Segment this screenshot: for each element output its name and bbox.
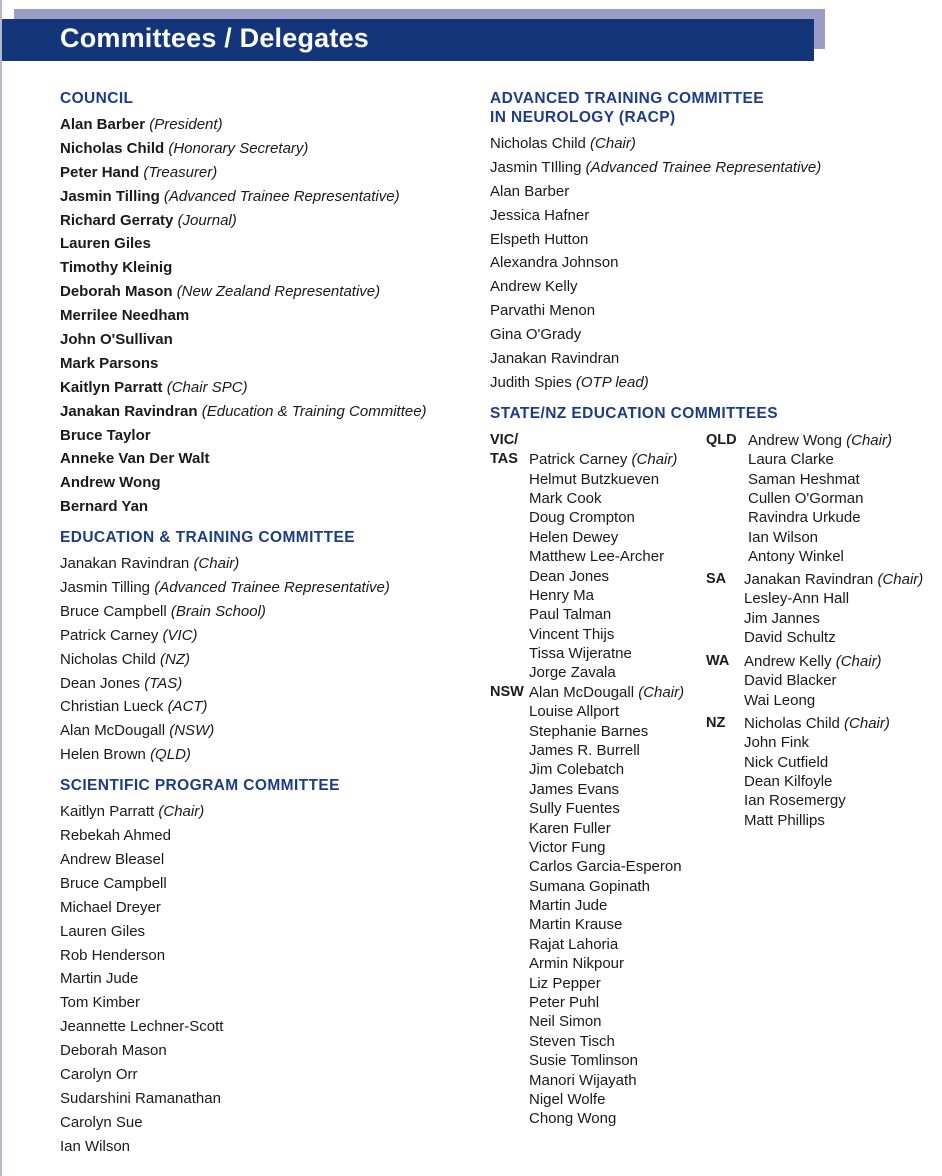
member-name: Andrew Kelly [490, 278, 578, 296]
region-label: NZ [706, 714, 726, 731]
member-row [529, 644, 677, 663]
member-row [529, 605, 677, 624]
member-row [529, 1051, 684, 1070]
member-name: Martin Jude [60, 970, 139, 988]
member-row [60, 1039, 460, 1063]
member-name: Michael Dreyer [60, 898, 161, 916]
member-row [60, 209, 460, 233]
member-name: Helen Dewey [529, 528, 619, 546]
member-role: (Advanced Trainee Representative) [154, 579, 390, 597]
advanced-training-section [490, 89, 930, 395]
member-name: Stephanie Barnes [529, 722, 649, 740]
member-row [60, 695, 460, 719]
member-row [529, 760, 684, 779]
member-row [60, 161, 460, 185]
member-row [60, 872, 460, 896]
member-name: Lauren Giles [60, 235, 151, 253]
member-row [529, 1032, 684, 1051]
member-name: Timothy Kleinig [60, 259, 173, 277]
member-name: Nigel Wolfe [529, 1091, 606, 1108]
member-name: Bernard Yan [60, 498, 149, 516]
state-education-grid [490, 431, 930, 1171]
member-name: Tissa Wijeratne [529, 645, 632, 663]
member-name: Richard Gerraty [60, 211, 174, 229]
region-label: VIC/ TAS [490, 431, 519, 468]
member-name: Nick Cutfield [744, 753, 829, 771]
member-name: Carlos Garcia-Esperon [529, 858, 682, 876]
member-name: Saman Heshmat [748, 470, 860, 488]
page-title: Committees / Delegates [60, 23, 370, 53]
member-row [60, 824, 460, 848]
region-label: NSW [490, 683, 524, 700]
member-row [529, 586, 677, 605]
member-name: Jorge Zavala [529, 664, 616, 682]
member-row [490, 132, 930, 156]
member-name: Manori Wijayath [529, 1071, 637, 1089]
member-row [529, 722, 684, 741]
education-training-list [60, 552, 460, 767]
member-name: Ian Rosemergy [744, 792, 846, 810]
member-name: Kaitlyn Parratt [60, 378, 163, 396]
member-name: Jeannette Lechner-Scott [60, 1018, 224, 1036]
member-row [748, 508, 892, 527]
member-row [60, 991, 460, 1015]
member-name: Dean Jones [529, 567, 610, 585]
member-role: (Chair) [835, 652, 882, 670]
member-row [529, 993, 684, 1012]
member-name: Jim Colebatch [529, 761, 625, 779]
member-name: Alan McDougall [60, 722, 166, 740]
member-row [60, 1111, 460, 1135]
member-row [490, 323, 930, 347]
member-row [529, 819, 684, 838]
member-name: David Schultz [744, 628, 836, 646]
member-name: David Blacker [744, 672, 837, 690]
member-name: John O'Sullivan [60, 331, 173, 349]
member-name: Antony Winkel [748, 548, 844, 566]
member-name: Bruce Taylor [60, 426, 151, 444]
member-row [529, 683, 684, 702]
member-row [60, 896, 460, 920]
member-name: Merrilee Needham [60, 307, 190, 325]
member-name: Armin Nikpour [529, 955, 625, 973]
member-row [529, 954, 684, 973]
member-name: Rebekah Ahmed [60, 827, 171, 845]
member-row [744, 811, 890, 830]
advanced-training-list [490, 132, 930, 395]
member-role: (Advanced Trainee Representative) [163, 187, 400, 205]
member-name: Rob Henderson [60, 946, 166, 964]
member-name: Martin Jude [529, 897, 608, 915]
member-name: Parvathi Menon [490, 302, 596, 320]
member-name: Ravindra Urkude [748, 509, 861, 527]
member-row [490, 228, 930, 252]
member-row [60, 137, 460, 161]
education-training-heading: EDUCATION & TRAINING COMMITTEE [60, 529, 356, 547]
member-role: (Honorary Secretary) [168, 139, 309, 157]
member-row [529, 877, 684, 896]
member-name: Dean Jones [60, 674, 141, 692]
member-name: Neil Simon [529, 1013, 602, 1031]
member-row [60, 256, 460, 280]
member-name: Janakan Ravindran [490, 350, 620, 368]
member-row [490, 251, 930, 275]
member-row [529, 663, 677, 682]
member-row [60, 920, 460, 944]
member-row [60, 424, 460, 448]
member-name: Andrew Kelly [744, 652, 832, 670]
member-name: Gina O'Grady [490, 326, 582, 344]
advanced-training-heading: ADVANCED TRAINING COMMITTEE IN NEUROLOGY (RACP) [490, 90, 765, 126]
member-row [60, 800, 460, 824]
member-row [60, 719, 460, 743]
member-row [60, 600, 460, 624]
member-role: (Chair) [844, 714, 890, 732]
member-name: Helmut Butzkueven [529, 470, 660, 488]
scientific-program-heading: SCIENTIFIC PROGRAM COMMITTEE [60, 777, 340, 795]
member-row [490, 347, 930, 371]
member-row [529, 857, 684, 876]
member-name: Janakan Ravindran [60, 402, 198, 420]
member-name: Paul Talman [529, 606, 612, 624]
member-name: Wai Leong [744, 691, 816, 709]
member-row [60, 743, 460, 767]
member-name: Ian Wilson [748, 528, 819, 546]
member-name: Sully Fuentes [529, 800, 620, 818]
left-column [60, 89, 460, 1159]
member-row [744, 609, 923, 628]
member-row [529, 567, 677, 586]
member-name: Lauren Giles [60, 922, 146, 940]
member-name: Patrick Carney [60, 626, 159, 644]
member-name: Patrick Carney [529, 451, 628, 469]
member-row [60, 1087, 460, 1111]
member-name: Deborah Mason [60, 283, 173, 301]
member-row [748, 547, 892, 566]
member-row [60, 328, 460, 352]
member-row [60, 471, 460, 495]
member-name: Vincent Thijs [529, 625, 615, 643]
member-role: (Chair) [877, 570, 924, 588]
member-name: Mark Cook [529, 489, 602, 507]
member-name: Karen Fuller [529, 819, 611, 837]
member-role: (OTP lead) [575, 373, 649, 391]
member-row [748, 450, 892, 469]
scientific-program-list [60, 800, 460, 1158]
member-name: Susie Tomlinson [529, 1052, 638, 1070]
member-row [529, 741, 684, 760]
member-row [529, 1071, 684, 1090]
member-row [490, 180, 930, 204]
member-name: Jasmin TIlling [490, 158, 582, 176]
member-row [60, 400, 460, 424]
member-name: Alan McDougall [529, 683, 635, 701]
member-row [60, 495, 460, 519]
member-name: Martin Krause [529, 916, 623, 934]
member-name: John Fink [744, 734, 810, 752]
member-name: Alan Barber [60, 116, 146, 133]
member-name: Nicholas Child [60, 139, 165, 157]
member-name: Anneke Van Der Walt [60, 450, 210, 468]
member-role: (Treasurer) [143, 163, 218, 181]
member-name: Chong Wong [529, 1110, 617, 1128]
region-member-list [748, 431, 892, 567]
member-name: Henry Ma [529, 586, 595, 604]
member-role: (ACT) [167, 698, 208, 716]
member-row [529, 547, 677, 566]
member-name: Peter Hand [60, 163, 140, 181]
member-row [60, 552, 460, 576]
member-role: (Chair) [193, 555, 240, 573]
member-role: (Education & Training Committee) [201, 402, 427, 420]
member-role: (New Zealand Representative) [176, 283, 381, 301]
member-name: Lesley-Ann Hall [744, 590, 850, 608]
member-row [529, 470, 677, 489]
region-member-list [529, 450, 677, 683]
member-name: Alexandra Johnson [490, 254, 619, 272]
member-name: Matt Phillips [744, 811, 825, 829]
right-column [490, 89, 930, 1171]
member-row [744, 733, 890, 752]
member-row [60, 232, 460, 256]
member-name: Christian Lueck [60, 698, 164, 716]
member-row [60, 967, 460, 991]
member-name: Elspeth Hutton [490, 230, 589, 248]
member-name: Janakan Ravindran [60, 555, 190, 573]
member-row [60, 848, 460, 872]
member-name: Sumana Gopinath [529, 877, 650, 895]
member-row [490, 371, 930, 395]
member-row [744, 589, 923, 608]
member-name: Jasmin Tilling [60, 579, 151, 597]
member-row [744, 772, 890, 791]
member-row [60, 1135, 460, 1159]
member-name: Bruce Campbell [60, 602, 167, 620]
member-role: (Chair) [631, 451, 678, 469]
member-row [529, 702, 684, 721]
member-name: James Evans [529, 780, 620, 798]
region-member-list [744, 714, 890, 830]
member-name: Helen Brown [60, 746, 146, 764]
council-section [60, 89, 460, 519]
member-row [490, 299, 930, 323]
member-row [529, 450, 677, 469]
member-name: James R. Burrell [529, 741, 640, 759]
member-role: (Brain School) [170, 602, 266, 620]
member-row [744, 753, 890, 772]
member-name: Matthew Lee-Archer [529, 548, 665, 566]
member-name: Mark Parsons [60, 354, 159, 372]
member-row [748, 489, 892, 508]
region-member-list [529, 683, 684, 1129]
member-name: Andrew Bleasel [60, 850, 165, 868]
member-name: Kaitlyn Parratt [60, 803, 155, 821]
member-row [60, 304, 460, 328]
member-name: Sudarshini Ramanathan [60, 1089, 221, 1107]
member-name: Jim Jannes [744, 609, 820, 627]
member-name: Deborah Mason [60, 1042, 167, 1060]
member-row [60, 648, 460, 672]
member-role: (Journal) [177, 211, 237, 229]
member-name: Andrew Wong [60, 474, 161, 492]
member-row [60, 624, 460, 648]
member-name: Tom Kimber [60, 994, 141, 1012]
member-name: Rajat Lahoria [529, 935, 619, 953]
member-name: Doug Crompton [529, 509, 635, 527]
member-name: Victor Fung [529, 838, 606, 856]
member-row [748, 431, 892, 450]
member-row [60, 447, 460, 471]
member-name: Louise Allport [529, 703, 620, 721]
member-row [490, 156, 930, 180]
member-row [529, 974, 684, 993]
region-label: WA [706, 652, 730, 669]
state-education-heading: STATE/NZ EDUCATION COMMITTEES [490, 404, 779, 422]
member-name: Janakan Ravindran [744, 570, 874, 588]
member-name: Peter Puhl [529, 994, 600, 1012]
member-name: Jessica Hafner [490, 206, 590, 224]
member-row [529, 935, 684, 954]
member-row [748, 470, 892, 489]
member-name: Andrew Wong [748, 431, 842, 449]
member-name: Nicholas Child [60, 650, 156, 668]
region-member-list [744, 570, 923, 648]
member-row [744, 570, 923, 589]
member-name: Jasmin Tilling [60, 187, 160, 205]
member-name: Cullen O'Gorman [748, 489, 864, 507]
member-role: (QLD) [150, 746, 191, 764]
member-row [529, 780, 684, 799]
member-row [744, 671, 882, 690]
member-name: Ian Wilson [60, 1137, 131, 1155]
member-role: (Chair) [638, 683, 685, 701]
member-row [529, 896, 684, 915]
member-row [529, 625, 677, 644]
member-name: Carolyn Sue [60, 1113, 143, 1131]
council-heading: COUNCIL [60, 90, 134, 107]
member-role: (TAS) [144, 674, 183, 692]
member-row [744, 691, 882, 710]
member-row [60, 376, 460, 400]
member-row [529, 489, 677, 508]
member-row [744, 791, 890, 810]
member-row [60, 944, 460, 968]
member-row [529, 508, 677, 527]
member-row [529, 528, 677, 547]
member-role: (Chair) [590, 135, 636, 152]
member-name: Alan Barber [490, 182, 570, 200]
member-row [60, 280, 460, 304]
member-row [529, 799, 684, 818]
member-role: (Chair) [158, 803, 205, 821]
region-member-list [744, 652, 882, 710]
member-row [490, 275, 930, 299]
member-row [748, 528, 892, 547]
member-row [529, 1109, 684, 1128]
member-role: (VIC) [162, 626, 198, 644]
member-row [490, 204, 930, 228]
member-row [60, 1063, 460, 1087]
member-role: (Advanced Trainee Representative) [585, 158, 822, 176]
member-role: (Chair) [846, 431, 892, 449]
member-name: Liz Pepper [529, 974, 601, 992]
education-training-section [60, 528, 460, 767]
member-role: (NZ) [160, 650, 191, 668]
member-name: Laura Clarke [748, 451, 834, 469]
member-name: Carolyn Orr [60, 1065, 138, 1083]
member-role: (Chair SPC) [166, 378, 248, 396]
left-margin-rule [0, 0, 2, 1176]
council-list [60, 113, 460, 519]
scientific-program-section [60, 776, 460, 1158]
member-row [529, 838, 684, 857]
state-education-section [490, 404, 930, 1171]
member-name: Steven Tisch [529, 1032, 615, 1050]
member-role: (President) [149, 116, 223, 133]
member-row [744, 714, 890, 733]
member-row [60, 113, 460, 137]
member-name: Nicholas Child [744, 714, 840, 732]
member-row [744, 652, 882, 671]
region-label: SA [706, 570, 727, 587]
member-row [60, 576, 460, 600]
member-name: Nicholas Child [490, 135, 586, 152]
member-name: Dean Kilfoyle [744, 772, 833, 790]
member-row [60, 1015, 460, 1039]
member-row [529, 915, 684, 934]
member-row [60, 185, 460, 209]
member-name: Judith Spies [490, 373, 572, 391]
member-row [744, 628, 923, 647]
member-row [60, 352, 460, 376]
region-label: QLD [706, 431, 737, 448]
member-name: Bruce Campbell [60, 874, 167, 892]
member-role: (NSW) [169, 722, 215, 740]
member-row [60, 672, 460, 696]
member-row [529, 1090, 684, 1109]
member-row [529, 1012, 684, 1031]
